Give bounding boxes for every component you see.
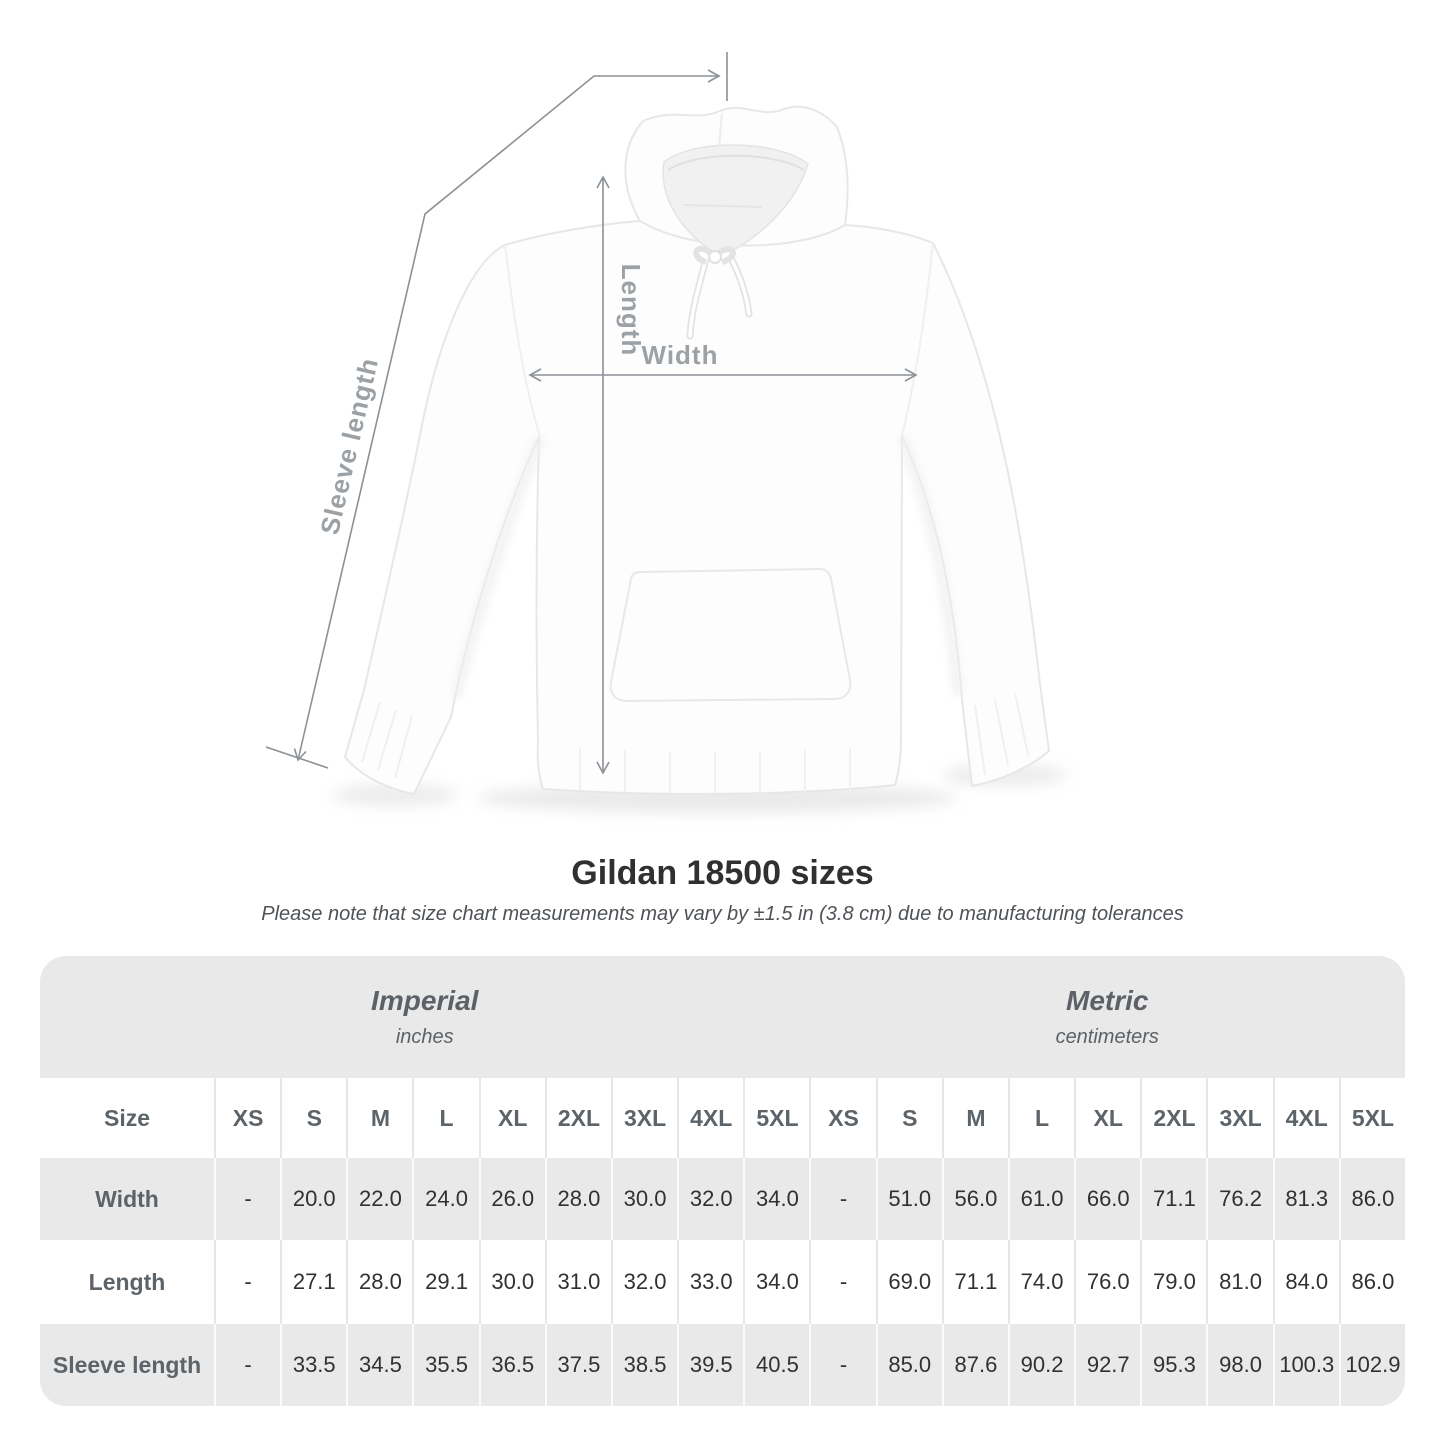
table-cell: 33.5 <box>280 1324 346 1406</box>
table-cell: 84.0 <box>1273 1240 1339 1324</box>
table-cell: 90.2 <box>1008 1324 1074 1406</box>
table-cell: 71.1 <box>1140 1158 1206 1240</box>
table-cell: 85.0 <box>876 1324 942 1406</box>
size-col-header: 4XL <box>677 1078 743 1158</box>
table-cell: - <box>809 1240 875 1324</box>
table-cell: 35.5 <box>412 1324 478 1406</box>
size-col-header: XL <box>1074 1078 1140 1158</box>
table-cell: 71.1 <box>942 1240 1008 1324</box>
table-cell: 69.0 <box>876 1240 942 1324</box>
table-cell: 30.0 <box>479 1240 545 1324</box>
metric-title: Metric <box>1066 985 1149 1016</box>
table-cell: 87.6 <box>942 1324 1008 1406</box>
size-col-header: XS <box>214 1078 280 1158</box>
width-dimension-label: Width <box>641 340 719 370</box>
metric-unit-header <box>810 956 1406 1078</box>
table-cell: 98.0 <box>1206 1324 1272 1406</box>
size-corner-label: Size <box>103 1104 151 1131</box>
table-cell: 86.0 <box>1339 1158 1405 1240</box>
table-cell: 76.0 <box>1074 1240 1140 1324</box>
table-cell: 74.0 <box>1008 1240 1074 1324</box>
width-row <box>40 1158 1405 1240</box>
size-header-row <box>40 1078 1405 1158</box>
table-cell: 29.1 <box>412 1240 478 1324</box>
size-col-header: 4XL <box>1273 1078 1339 1158</box>
table-cell: 76.2 <box>1206 1158 1272 1240</box>
sleeve-length-row <box>40 1324 1405 1406</box>
table-cell: - <box>214 1240 280 1324</box>
table-cell: 31.0 <box>545 1240 611 1324</box>
imperial-unit-header <box>40 956 810 1078</box>
size-col-header: L <box>1008 1078 1074 1158</box>
hoodie-illustration <box>345 107 1049 794</box>
length-dimension-label: Length <box>616 263 646 357</box>
table-cell: - <box>809 1324 875 1406</box>
table-cell: 39.5 <box>677 1324 743 1406</box>
metric-unit: centimeters <box>1055 1026 1159 1048</box>
table-cell: 34.0 <box>743 1158 809 1240</box>
table-cell: 61.0 <box>1008 1158 1074 1240</box>
table-cell: 79.0 <box>1140 1240 1206 1324</box>
imperial-unit: inches <box>395 1026 454 1048</box>
size-col-header: 5XL <box>743 1078 809 1158</box>
table-cell: 36.5 <box>479 1324 545 1406</box>
tolerance-note: Please note that size chart measurements may vary by ±1.5 in (3.8 cm) due to manufacturing tolerances <box>261 903 1184 925</box>
row-label: Length <box>88 1268 166 1295</box>
size-col-header: S <box>280 1078 346 1158</box>
page-title: Gildan 18500 sizes <box>571 854 874 892</box>
table-cell: - <box>809 1158 875 1240</box>
table-cell: - <box>214 1158 280 1240</box>
table-cell: 92.7 <box>1074 1324 1140 1406</box>
table-cell: 20.0 <box>280 1158 346 1240</box>
size-col-header: XS <box>809 1078 875 1158</box>
size-col-header: 3XL <box>1206 1078 1272 1158</box>
table-cell: 32.0 <box>677 1158 743 1240</box>
table-cell: 30.0 <box>611 1158 677 1240</box>
size-col-header: 5XL <box>1339 1078 1405 1158</box>
table-cell: 51.0 <box>876 1158 942 1240</box>
sleeve-length-dimension-label: Sleeve length <box>314 354 385 538</box>
size-col-header: M <box>942 1078 1008 1158</box>
size-col-header: M <box>346 1078 412 1158</box>
table-cell: 95.3 <box>1140 1324 1206 1406</box>
size-chart-table <box>40 956 1405 1406</box>
table-cell: 33.0 <box>677 1240 743 1324</box>
table-cell: 37.5 <box>545 1324 611 1406</box>
table-cell: 24.0 <box>412 1158 478 1240</box>
table-cell: 100.3 <box>1273 1324 1339 1406</box>
table-cell: 32.0 <box>611 1240 677 1324</box>
table-cell: 56.0 <box>942 1158 1008 1240</box>
size-col-header: L <box>412 1078 478 1158</box>
table-cell: 81.0 <box>1206 1240 1272 1324</box>
table-cell: 66.0 <box>1074 1158 1140 1240</box>
table-cell: 28.0 <box>545 1158 611 1240</box>
table-cell: 86.0 <box>1339 1240 1405 1324</box>
table-cell: 22.0 <box>346 1158 412 1240</box>
table-cell: 81.3 <box>1273 1158 1339 1240</box>
table-cell: 34.5 <box>346 1324 412 1406</box>
length-row <box>40 1240 1405 1324</box>
unit-header-band <box>40 956 1405 1078</box>
imperial-title: Imperial <box>371 985 479 1016</box>
table-cell: 28.0 <box>346 1240 412 1324</box>
table-cell: 26.0 <box>479 1158 545 1240</box>
size-col-header: 2XL <box>1140 1078 1206 1158</box>
row-label: Width <box>95 1185 159 1212</box>
table-cell: 102.9 <box>1339 1324 1405 1406</box>
size-col-header: 3XL <box>611 1078 677 1158</box>
table-cell: 38.5 <box>611 1324 677 1406</box>
table-cell: 40.5 <box>743 1324 809 1406</box>
table-cell: - <box>214 1324 280 1406</box>
table-cell: 27.1 <box>280 1240 346 1324</box>
row-label: Sleeve length <box>52 1351 202 1378</box>
size-col-header: 2XL <box>545 1078 611 1158</box>
table-cell: 34.0 <box>743 1240 809 1324</box>
size-col-header: XL <box>479 1078 545 1158</box>
size-col-header: S <box>876 1078 942 1158</box>
